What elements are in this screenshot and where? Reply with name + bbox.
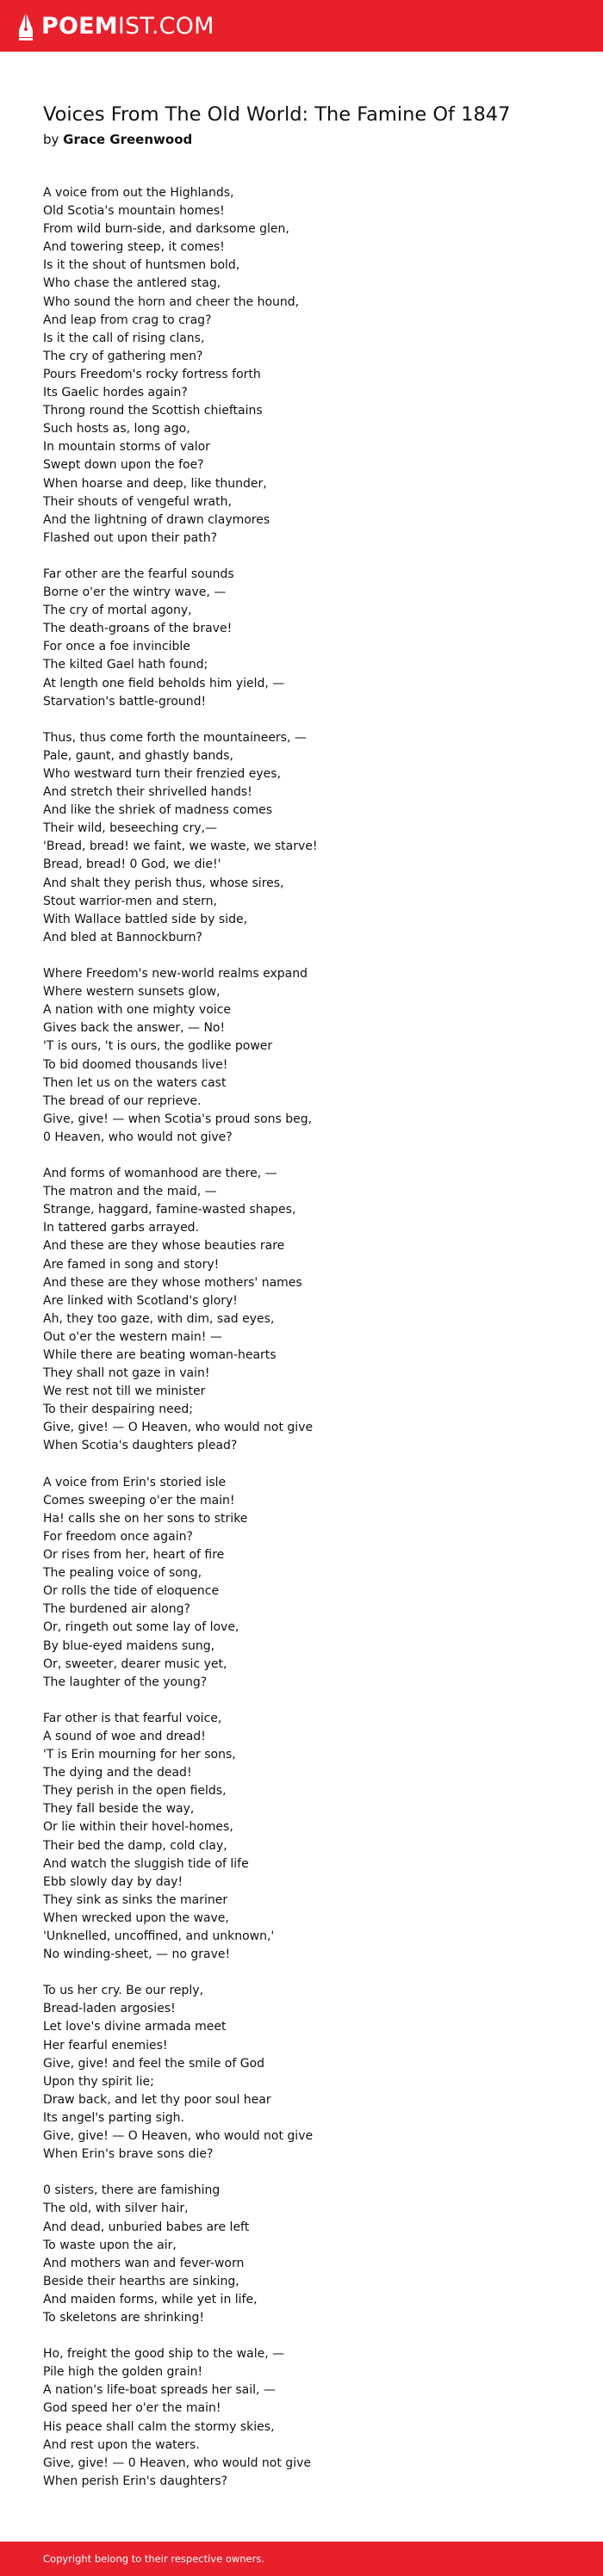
poem-stanza: [43, 1165, 560, 1456]
poem-line: The burdened air along?: [43, 1602, 190, 1617]
poem-line: Ha! calls she on her sons to strike: [43, 1511, 248, 1526]
poem-line: We rest not till we minister: [43, 1384, 206, 1399]
poem-line: Far other is that fearful voice,: [43, 1711, 222, 1725]
poem-line: Strange, haggard, famine-wasted shapes,: [43, 1203, 296, 1217]
poem-line: By blue-eyed maidens sung,: [43, 1638, 215, 1653]
poem-line: Their wild, beseeching cry,—: [43, 821, 218, 836]
poem-line: Ebb slowly day by day!: [43, 1874, 183, 1889]
poem-line: 0 Heaven, who would not give?: [43, 1130, 233, 1144]
poem-stanza: [43, 729, 560, 947]
poem-line: Pale, gaunt, and ghastly bands,: [43, 748, 233, 763]
poem-line: And shalt they perish thus, whose sires,: [43, 876, 284, 890]
poem-line: And these are they whose beauties rare: [43, 1239, 285, 1254]
poem-line: Give, give! — O Heaven, who would not give: [43, 1421, 314, 1435]
logo-text-light: IST.COM: [117, 12, 214, 40]
poem-line: Or, sweeter, dearer music yet,: [43, 1656, 227, 1671]
poem-line: Give, give! and feel the smile of God: [43, 2056, 265, 2071]
poem-line: With Wallace battled side by side,: [43, 912, 248, 926]
poem-line: 'Bread, bread! we faint, we waste, we starve!: [43, 839, 318, 854]
poem-line: The matron and the maid, —: [43, 1185, 217, 1199]
poem-line: Or lie within their hovel-homes,: [43, 1820, 233, 1835]
poem-line: Draw back, and let thy poor soul hear: [43, 2092, 271, 2107]
poem-stanza: [43, 184, 560, 548]
author-name[interactable]: Grace Greenwood: [63, 132, 193, 147]
poem-line: And stretch their shrivelled hands!: [43, 785, 252, 800]
poem-line: To waste upon the air,: [43, 2238, 177, 2252]
poem-line: Ho, freight the good ship to the wale, —: [43, 2347, 285, 2362]
poem-line: The old, with silver hair,: [43, 2201, 189, 2216]
poem-line: Their bed the damp, cold clay,: [43, 1838, 227, 1853]
poem-line: And forms of womanhood are there, —: [43, 1167, 277, 1181]
poem-line: And these are they whose mothers' names: [43, 1275, 302, 1290]
poem-line: Beside their hearths are sinking,: [43, 2274, 239, 2288]
poem-line: Such hosts as, long ago,: [43, 422, 190, 437]
poem-line: And maiden forms, while yet in life,: [43, 2292, 258, 2307]
poem-line: When Scotia's daughters plead?: [43, 1439, 238, 1453]
poem-line: Who sound the horn and cheer the hound,: [43, 294, 300, 309]
poem-line: The cry of mortal agony,: [43, 604, 192, 618]
poem-line: Swept down upon the foe?: [43, 458, 204, 473]
poem-line: Borne o'er the wintry wave, —: [43, 585, 227, 600]
poem-line: The pealing voice of song,: [43, 1566, 202, 1581]
poem-line: At length one field beholds him yield, —: [43, 676, 285, 690]
poem-stanza: [43, 2345, 560, 2491]
poem-line: 'T is ours, 't is ours, the godlike power: [43, 1039, 273, 1054]
poem-line: A sound of woe and dread!: [43, 1729, 206, 1743]
poem-line: 'T is Erin mourning for her sons,: [43, 1748, 236, 1762]
poem-line: When hoarse and deep, like thunder,: [43, 476, 267, 491]
byline: [43, 131, 560, 148]
site-logo-text: [41, 13, 214, 40]
poem-line: When perish Erin's daughters?: [43, 2474, 228, 2488]
home-logo-link[interactable]: [17, 11, 214, 40]
poem-line: They shall not gaze in vain!: [43, 1366, 210, 1381]
poem-line: Gives back the answer, — No!: [43, 1021, 226, 1036]
poem-line: Their shouts of vengeful wrath,: [43, 494, 232, 509]
poem-line: They sink as sinks the mariner: [43, 1892, 228, 1907]
poem-line: To skeletons are shrinking!: [43, 2310, 205, 2325]
poem-stanza: [43, 965, 560, 1147]
poem-line: Her fearful enemies!: [43, 2038, 168, 2053]
poem-line: Old Scotia's mountain homes!: [43, 204, 225, 219]
poem-line: For once a foe invincible: [43, 640, 190, 654]
poem-line: Its Gaelic hordes again?: [43, 386, 188, 400]
poem-line: And leap from crag to crag?: [43, 313, 212, 327]
poem-line: And mothers wan and fever-worn: [43, 2256, 245, 2270]
poem-line: No winding-sheet, — no grave!: [43, 1947, 231, 1962]
poem-line: When Erin's brave sons die?: [43, 2147, 214, 2162]
poem-header: [0, 52, 603, 148]
poem-line: Give, give! — O Heaven, who would not give: [43, 2129, 314, 2144]
poem-line: Who westward turn their frenzied eyes,: [43, 767, 282, 781]
poem-stanza: [43, 1474, 560, 1692]
site-header-bar: [0, 0, 603, 52]
poem-line: The dying and the dead!: [43, 1766, 192, 1780]
poem-line: And like the shriek of madness comes: [43, 803, 273, 818]
pen-nib-logo-icon: [17, 11, 34, 40]
poem-line: Is it the call of rising clans,: [43, 331, 205, 345]
poem-line: God speed her o'er the main!: [43, 2401, 221, 2416]
poem-line: Stout warrior-men and stern,: [43, 894, 218, 908]
site-footer: [0, 2542, 603, 2576]
poem-line: To bid doomed thousands live!: [43, 1057, 228, 1072]
poem-line: Where Freedom's new-world realms expand: [43, 967, 308, 981]
poem-line: Out o'er the western main! —: [43, 1329, 222, 1344]
poem-line: A nation's life-boat spreads her sail, —: [43, 2383, 276, 2398]
poem-line: Who chase the antlered stag,: [43, 276, 221, 291]
poem-line: A voice from out the Highlands,: [43, 186, 234, 200]
poem-line: The cry of gathering men?: [43, 349, 203, 363]
poem-line: Are linked with Scotland's glory!: [43, 1293, 238, 1308]
poem-line: Give, give! — when Scotia's proud sons beg,: [43, 1112, 313, 1126]
poem-line: Let love's divine armada meet: [43, 2020, 227, 2034]
poem-line: Comes sweeping o'er the main!: [43, 1493, 235, 1508]
poem-line: Upon thy spirit lie;: [43, 2074, 154, 2089]
poem-line: Bread, bread! 0 God, we die!': [43, 858, 221, 872]
poem-line: Thus, thus come forth the mountaineers, —: [43, 730, 307, 745]
poem-line: Give, give! — 0 Heaven, who would not give: [43, 2455, 311, 2470]
poem-line: They perish in the open fields,: [43, 1784, 227, 1799]
poem-line: To their despairing need;: [43, 1403, 193, 1417]
poem-line: Flashed out upon their path?: [43, 530, 217, 545]
poem-line: And rest upon the waters.: [43, 2437, 200, 2452]
poem-stanza: [43, 1710, 560, 1964]
logo-text-bold: POEM: [41, 12, 118, 40]
poem-line: And the lightning of drawn claymores: [43, 512, 270, 527]
poem-line: Or rises from her, heart of fire: [43, 1548, 225, 1563]
poem-line: And towering steep, it comes!: [43, 240, 225, 255]
poem-line: While there are beating woman-hearts: [43, 1348, 277, 1362]
poem-line: Far other are the fearful sounds: [43, 567, 234, 581]
poem-stanza: [43, 2182, 560, 2327]
poem-stanza: [43, 566, 560, 711]
poem-line: The kilted Gael hath found;: [43, 658, 208, 672]
poem-line: Pours Freedom's rocky fortress forth: [43, 367, 261, 381]
poem-line: The laughter of the young?: [43, 1675, 208, 1689]
poem-line: A voice from Erin's storied isle: [43, 1475, 227, 1489]
poem-line: For freedom once again?: [43, 1529, 193, 1544]
poem-line: In tattered garbs arrayed.: [43, 1221, 200, 1235]
poem-line: A nation with one mighty voice: [43, 1003, 231, 1018]
poem-line: Starvation's battle-ground!: [43, 694, 207, 709]
poem-line: Is it the shout of huntsmen bold,: [43, 258, 240, 273]
poem-line: Where western sunsets glow,: [43, 985, 221, 1000]
poem-stanza: [43, 1982, 560, 2164]
poem-line: Throng round the Scottish chieftains: [43, 404, 263, 418]
poem-line: In mountain storms of valor: [43, 440, 210, 455]
poem-body: [0, 148, 603, 2491]
byline-prefix: by: [43, 132, 64, 147]
poem-line: Or, ringeth out some lay of love,: [43, 1620, 239, 1635]
poem-line: His peace shall calm the stormy skies,: [43, 2419, 275, 2434]
poem-line: Then let us on the waters cast: [43, 1075, 227, 1090]
poem-line: Or rolls the tide of eloquence: [43, 1584, 220, 1599]
poem-title: Voices From The Old World: The Famine Of 1847: [43, 103, 511, 126]
poem-line: 'Unknelled, uncoffined, and unknown,': [43, 1929, 275, 1943]
poem-line: And dead, unburied babes are left: [43, 2220, 250, 2234]
poem-line: Its angel's parting sigh.: [43, 2110, 185, 2125]
poem-line: Are famed in song and story!: [43, 1257, 220, 1272]
poem-line: Ah, they too gaze, with dim, sad eyes,: [43, 1311, 275, 1326]
poem-line: And watch the sluggish tide of life: [43, 1856, 249, 1871]
poem-line: The death-groans of the brave!: [43, 622, 233, 636]
copyright-text: Copyright belong to their respective owners.: [43, 2553, 265, 2565]
poem-line: 0 sisters, there are famishing: [43, 2183, 221, 2198]
poem-line: They fall beside the way,: [43, 1802, 195, 1817]
poem-line: To us her cry. Be our reply,: [43, 1984, 204, 1998]
poem-line: The bread of our reprieve.: [43, 1093, 202, 1108]
poem-line: When wrecked upon the wave,: [43, 1910, 229, 1925]
poem-line: Bread-laden argosies!: [43, 2002, 176, 2016]
poem-line: Pile high the golden grain!: [43, 2365, 203, 2380]
poem-line: And bled at Bannockburn?: [43, 930, 202, 944]
poem-line: From wild burn-side, and darksome glen,: [43, 222, 289, 237]
